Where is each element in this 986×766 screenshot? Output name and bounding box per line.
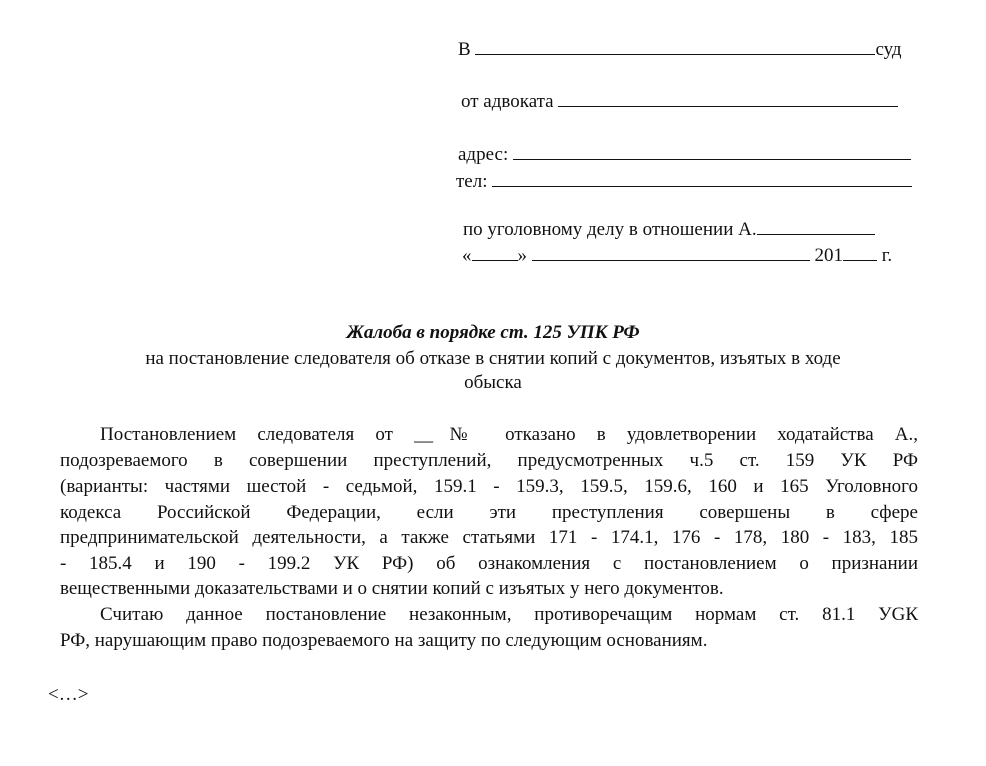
date-open: « xyxy=(462,245,472,266)
case-line xyxy=(463,218,875,241)
phone-blank xyxy=(492,170,912,187)
court-blank xyxy=(475,38,875,55)
from-line xyxy=(461,90,898,113)
paragraph1-line: вещественными доказательствами и о снятии копий с изъятых у него документов. xyxy=(60,578,724,599)
document-title: Жалоба в порядке ст. 125 УПК РФ xyxy=(346,322,640,343)
paragraph1-line: подозреваемого в совершении преступлений, предусмотренных ч.5 ст. 159 УК РФ xyxy=(60,450,918,471)
date-line xyxy=(462,244,892,267)
from-blank xyxy=(558,90,898,107)
document-subtitle-line2: обыска xyxy=(464,372,522,393)
paragraph1-line: кодекса Российской Федерации, если эти преступления совершены в сфере xyxy=(60,502,918,523)
phone-line xyxy=(456,170,912,193)
case-label: по уголовному делу в отношении А. xyxy=(463,219,757,240)
paragraph1-line: (варианты: частями шестой - седьмой, 159.1 - 159.3, 159.5, 159.6, 160 и 165 Уголовного xyxy=(60,476,918,497)
paragraph1-line: - 185.4 и 190 - 199.2 УК РФ) об ознакомления с постановлением о признании xyxy=(60,553,918,574)
year-suffix: г. xyxy=(881,245,893,266)
address-blank xyxy=(513,143,911,160)
paragraph1-line: предпринимательской деятельности, а также статьями 171 - 174.1, 176 - 178, 180 - 183, 185 xyxy=(60,527,918,548)
day-blank xyxy=(472,244,518,261)
address-label: адрес: xyxy=(458,144,509,165)
paragraph1-line: Постановлением следователя от __№ отказано в удовлетворении ходатайства А., xyxy=(100,424,918,445)
paragraph2-line: РФ, нарушающим право подозреваемого на защиту по следующим основаниям. xyxy=(60,630,708,651)
document-subtitle-line1: на постановление следователя об отказе в снятии копий с документов, изъятых в ходе xyxy=(145,348,841,369)
address-line xyxy=(458,143,911,166)
court-prefix: В xyxy=(458,39,471,60)
case-blank xyxy=(757,218,875,235)
month-blank xyxy=(532,244,810,261)
court-line xyxy=(458,38,902,61)
year-prefix: 201 xyxy=(814,245,843,266)
year-blank xyxy=(843,244,877,261)
omission-mark: <…> xyxy=(48,684,89,705)
date-close: » xyxy=(517,245,527,266)
court-suffix: суд xyxy=(875,39,902,60)
from-label: от адвоката xyxy=(461,91,554,112)
phone-label: тел: xyxy=(456,171,488,192)
paragraph2-line: Считаю данное постановление незаконным, противоречащим нормам ст. 81.1 УGК xyxy=(100,604,918,625)
